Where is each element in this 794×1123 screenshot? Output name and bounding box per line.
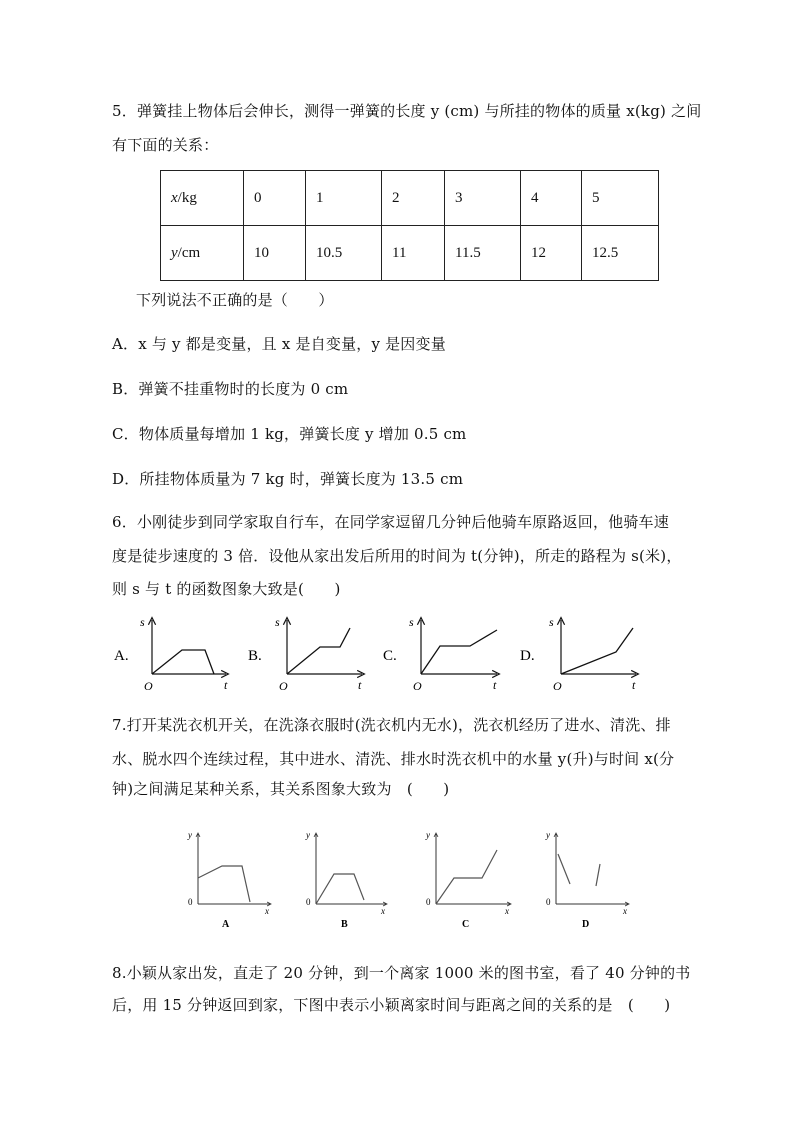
q5-prompt: 下列说法不正确的是（ ）: [136, 291, 334, 309]
q6-graph-b: [248, 615, 362, 692]
x-axis-label: x: [505, 906, 509, 916]
table-cell: 5: [582, 171, 659, 226]
q8-stem-line1: 8.小颖从家出发，直走了 20 分钟，到一个离家 1000 米的图书室，看了 40 分钟的书: [112, 964, 691, 982]
origin-label: 0: [188, 897, 193, 907]
x-axis-label: x: [381, 906, 385, 916]
q6-stem-line3: 则 s 与 t 的函数图象大致是( ): [112, 580, 341, 598]
x-axis-label: t: [632, 678, 636, 692]
graph-line-segment: [558, 854, 570, 884]
graph-line: [198, 866, 250, 902]
origin-label: O: [413, 679, 422, 692]
origin-label: 0: [546, 897, 551, 907]
q7-graph-c: [425, 830, 510, 930]
graph-line: [436, 850, 497, 904]
q5-option-c: C．物体质量每增加 1 kg，弹簧长度 y 增加 0.5 cm: [112, 425, 467, 443]
q7-graph-d: [545, 830, 628, 930]
q6-stem-line2: 度是徒步速度的 3 倍．设他从家出发后所用的时间为 t(分钟)，所走的路程为 s(米)，: [112, 547, 682, 565]
x-axis-label: x: [265, 906, 269, 916]
q7-graph-b: [305, 830, 386, 930]
q7-stem-line3: 钟)之间满足某种关系，其关系图象大致为 ( ): [112, 780, 450, 798]
table-header-y: y/cm: [161, 226, 244, 281]
table-row-y: [161, 226, 659, 281]
table-cell: 10.5: [306, 226, 382, 281]
x-axis-label: t: [493, 678, 497, 692]
q8-stem-line2: 后，用 15 分钟返回到家，下图中表示小颖离家时间与距离之间的关系的是 ( ): [112, 996, 671, 1014]
y-axis-label: y: [188, 830, 192, 840]
q7-graph-a: [187, 830, 270, 930]
table-cell: 0: [244, 171, 306, 226]
q5-stem-line2: 有下面的关系：: [112, 136, 219, 154]
q7-graph-a-caption: A: [222, 919, 230, 930]
q7-graph-c-caption: C: [462, 919, 470, 930]
q6-stem-line1: 6．小刚徒步到同学家取自行车，在同学家逗留几分钟后他骑车原路返回，他骑车速: [112, 513, 669, 531]
y-axis-label: y: [426, 830, 430, 840]
table-cell: 11.5: [445, 226, 521, 281]
x-axis-label: x: [623, 906, 627, 916]
q7-stem-line2: 水、脱水四个连续过程，其中进水、清洗、排水时洗衣机中的水量 y(升)与时间 x(分: [112, 750, 675, 768]
y-axis-label: s: [140, 615, 145, 629]
x-axis-label: t: [224, 678, 228, 692]
table-cell: 10: [244, 226, 306, 281]
y-axis-label: s: [275, 615, 280, 629]
q6-graphs: [0, 612, 794, 692]
table-cell: 1: [306, 171, 382, 226]
q6-graph-d-label: D.: [520, 648, 535, 664]
origin-label: O: [553, 679, 562, 692]
q6-graph-b-label: B.: [248, 648, 262, 664]
q5-option-a: A．x 与 y 都是变量，且 x 是自变量，y 是因变量: [112, 335, 446, 353]
origin-label: O: [279, 679, 288, 692]
table-header-x: x/kg: [161, 171, 244, 226]
q6-graph-a: [114, 615, 228, 692]
table-cell: 3: [445, 171, 521, 226]
q6-graph-a-label: A.: [114, 648, 129, 664]
q6-graph-c: [383, 615, 497, 692]
graph-line: [421, 630, 497, 674]
q7-stem-line1: 7.打开某洗衣机开关，在洗涤衣服时(洗衣机内无水)，洗衣机经历了进水、清洗、排: [112, 716, 671, 734]
origin-label: O: [144, 679, 153, 692]
q5-option-d: D．所挂物体质量为 7 kg 时，弹簧长度为 13.5 cm: [112, 470, 464, 488]
y-axis-label: s: [409, 615, 414, 629]
graph-line: [287, 628, 350, 674]
graph-line-segment: [596, 864, 600, 886]
table-cell: 12.5: [582, 226, 659, 281]
y-axis-label: y: [546, 830, 550, 840]
origin-label: 0: [306, 897, 311, 907]
table-cell: 11: [382, 226, 445, 281]
table-row-x: [161, 171, 659, 226]
q7-graphs: [0, 826, 794, 936]
q5-option-b: B．弹簧不挂重物时的长度为 0 cm: [112, 380, 349, 398]
q7-graph-d-caption: D: [582, 919, 590, 930]
x-axis-label: t: [358, 678, 362, 692]
y-axis-label: s: [549, 615, 554, 629]
q6-graph-c-label: C.: [383, 648, 397, 664]
graph-line: [316, 874, 364, 904]
table-cell: 12: [521, 226, 582, 281]
graph-line: [152, 650, 214, 674]
table-cell: 2: [382, 171, 445, 226]
q5-stem-line1: 5．弹簧挂上物体后会伸长，测得一弹簧的长度 y (cm) 与所挂的物体的质量 x(kg) 之间: [112, 102, 702, 120]
table-cell: 4: [521, 171, 582, 226]
origin-label: 0: [426, 897, 431, 907]
y-axis-label: y: [306, 830, 310, 840]
q6-graph-d: [520, 615, 636, 692]
graph-line: [561, 628, 633, 674]
q7-graph-b-caption: B: [341, 919, 348, 930]
q5-data-table: [160, 170, 659, 281]
